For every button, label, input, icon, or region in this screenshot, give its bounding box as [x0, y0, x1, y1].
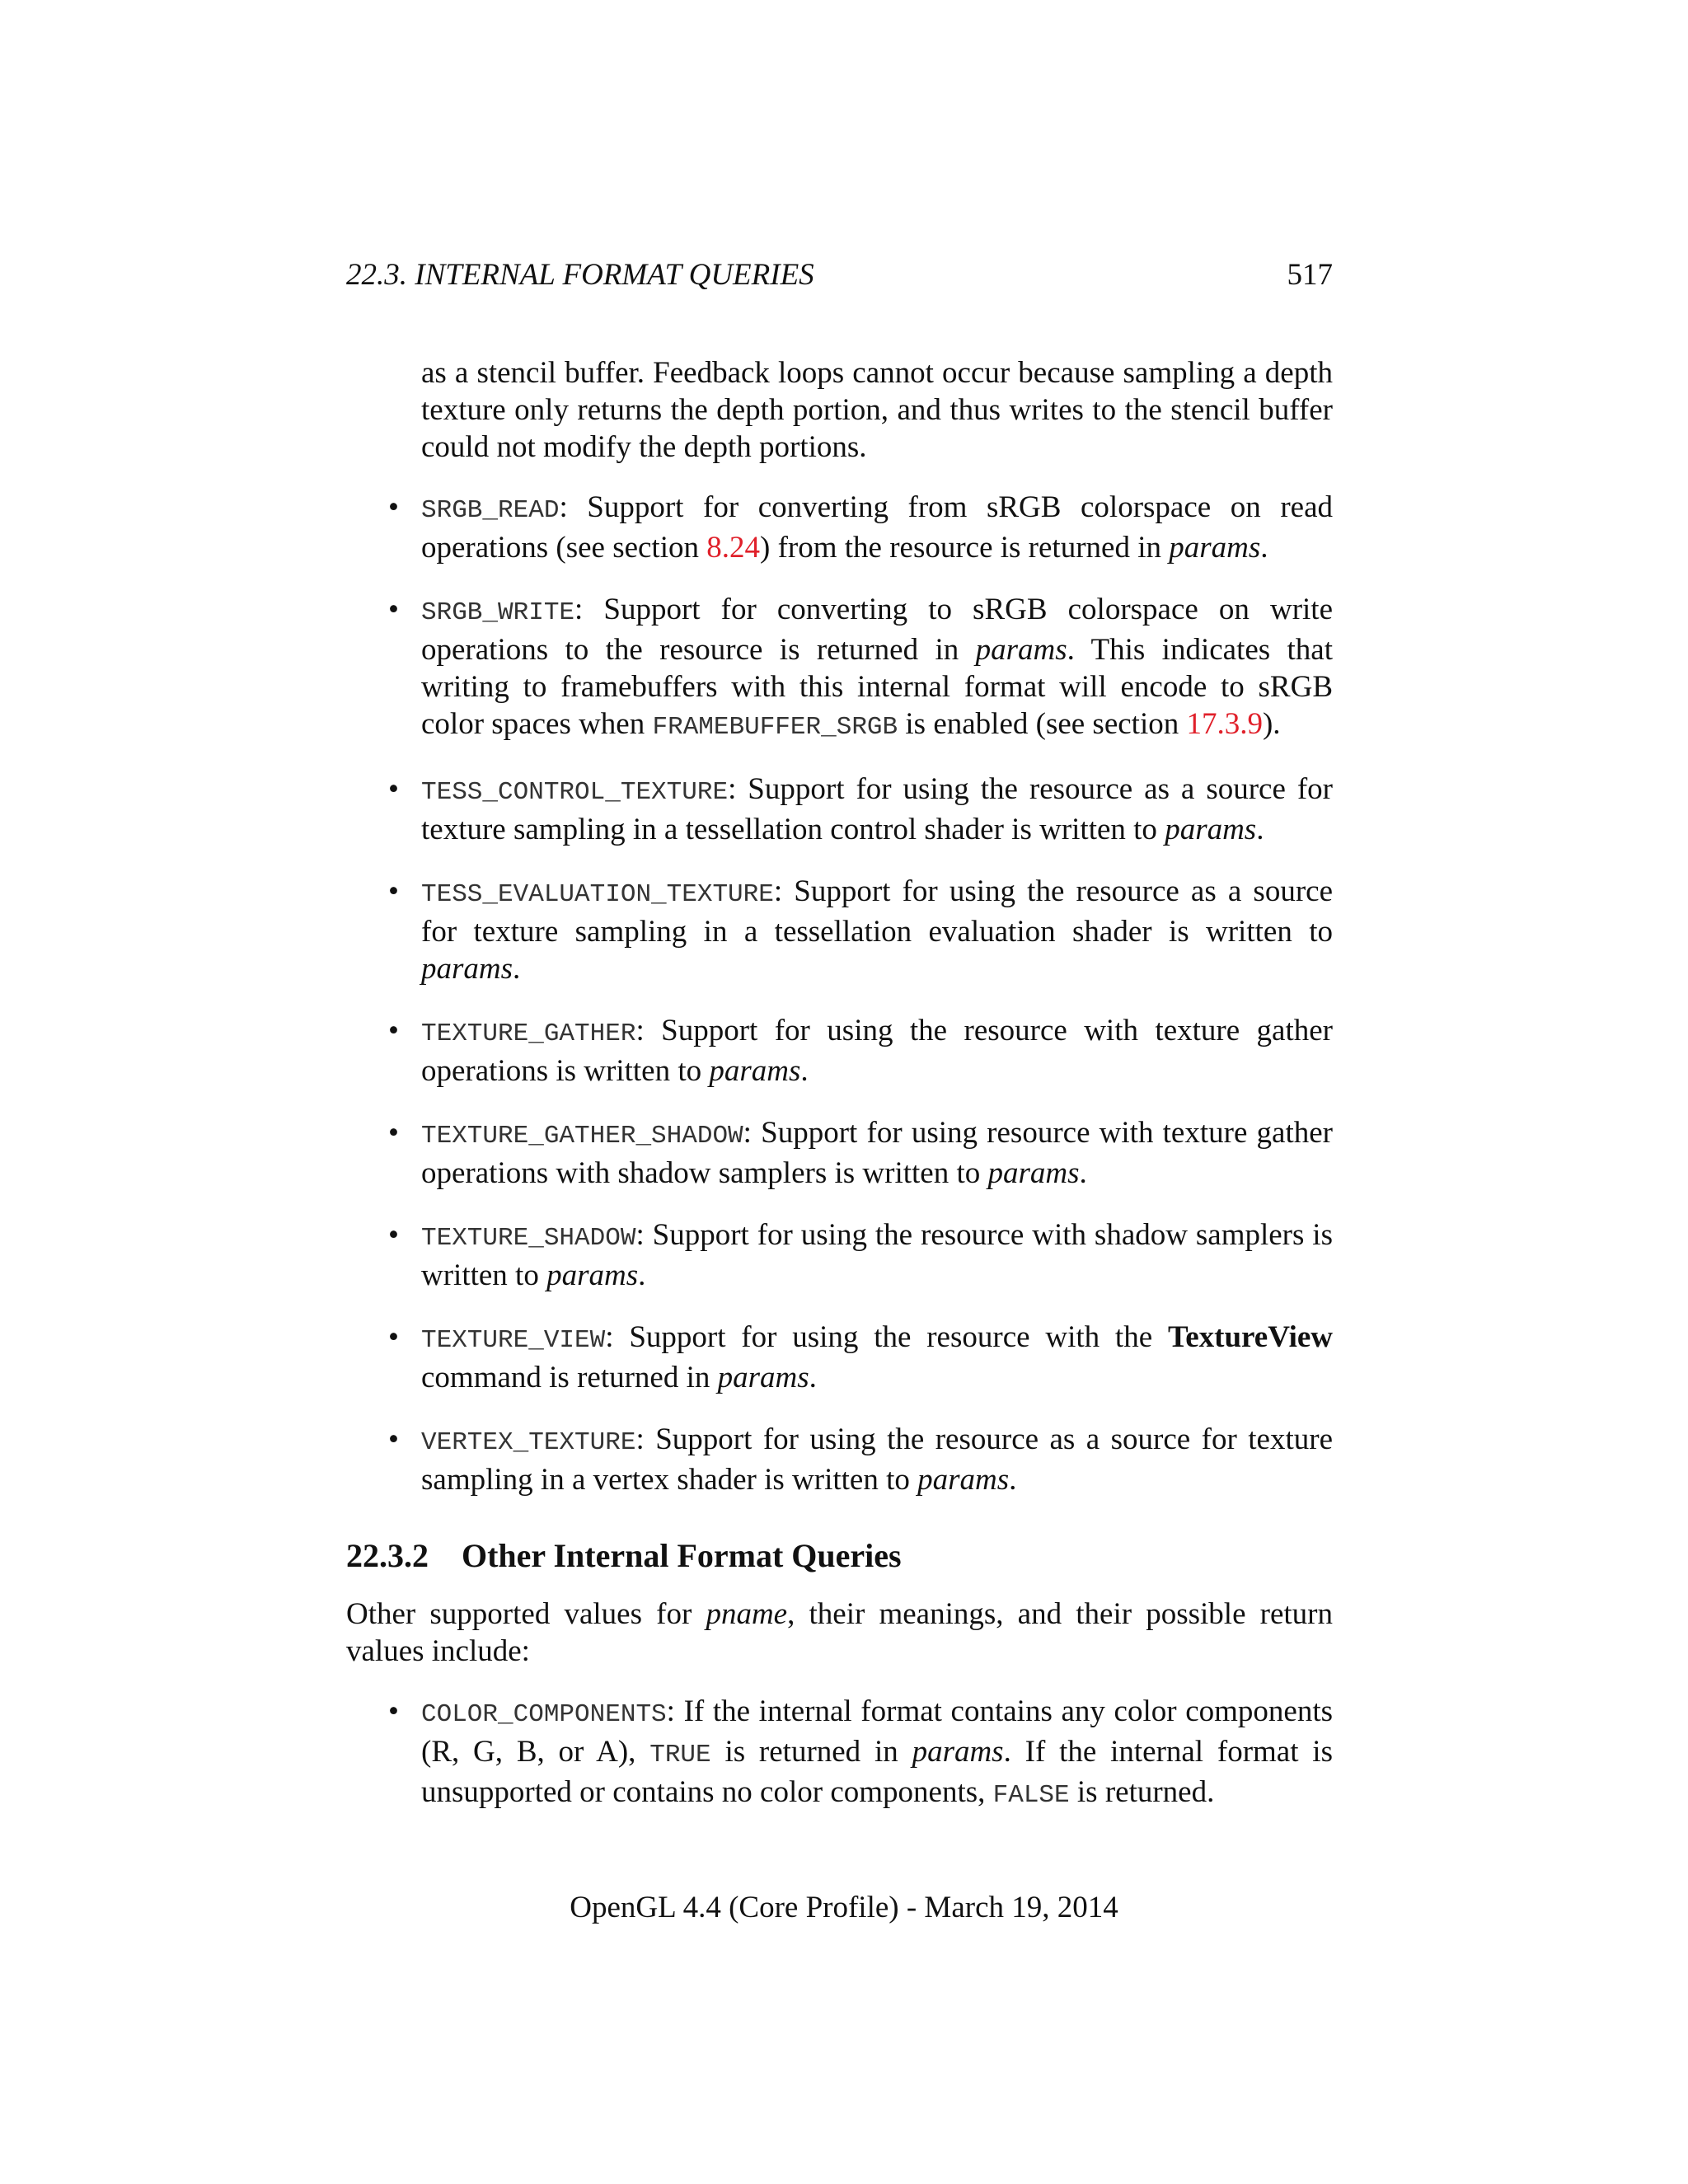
item-text: : Support for converting from sRGB colorspace on read operations (see section	[421, 490, 1333, 565]
token-texture-shadow: TEXTURE_SHADOW	[421, 1224, 636, 1253]
bullet: •	[388, 1320, 399, 1354]
list-item-texture-gather	[388, 1012, 1333, 1090]
item-text: command is returned in	[421, 1361, 718, 1394]
item-text: .	[1009, 1463, 1017, 1497]
item-text: is returned in	[710, 1735, 912, 1769]
section-title: Other Internal Format Queries	[462, 1537, 902, 1574]
item-text: .	[1260, 531, 1268, 565]
param-name: params	[975, 633, 1067, 667]
param-name: params	[917, 1463, 1010, 1497]
bullet: •	[388, 490, 399, 524]
list-item-color-components	[388, 1693, 1333, 1814]
list-item-tess-control-texture	[388, 771, 1333, 848]
param-name: params	[912, 1735, 1004, 1769]
token-tess-evaluation-texture: TESS_EVALUATION_TEXTURE	[421, 880, 774, 909]
token-framebuffer-srgb: FRAMEBUFFER_SRGB	[652, 713, 898, 742]
item-text: . This indicates that writing to framebuffers with this internal format will encode to sRGB color spaces when	[421, 633, 1333, 741]
bullet: •	[388, 593, 399, 626]
query-list	[346, 489, 1333, 1498]
item-text: ) from the resource is returned in	[760, 531, 1170, 565]
param-name: params	[546, 1258, 639, 1292]
running-header	[346, 257, 1333, 293]
item-text: .	[513, 952, 521, 986]
bullet: •	[388, 1218, 399, 1252]
token-tess-control-texture: TESS_CONTROL_TEXTURE	[421, 778, 729, 807]
list-item-vertex-texture	[388, 1421, 1333, 1498]
header-section-title: 22.3. INTERNAL FORMAT QUERIES	[346, 258, 814, 292]
item-text: : If the internal format contains any color components (R, G, B, or A),	[421, 1694, 1333, 1769]
token-color-components: COLOR_COMPONENTS	[421, 1700, 667, 1729]
list-item-texture-gather-shadow	[388, 1114, 1333, 1192]
item-text: : Support for using resource with texture gather operations with shadow samplers is written to	[421, 1116, 1333, 1190]
param-name: params	[1165, 813, 1257, 846]
page-number: 517	[1287, 258, 1333, 292]
param-name: params	[709, 1054, 801, 1088]
other-query-list	[346, 1693, 1333, 1814]
param-name: params	[421, 952, 513, 986]
list-item-texture-view	[388, 1319, 1333, 1396]
item-text: : Support for converting to sRGB colorspace on write operations to the resource is returned in	[421, 593, 1333, 667]
paragraph-text: Other supported values for	[346, 1597, 706, 1631]
paragraph-text: , their meanings, and their possible return values include:	[346, 1597, 1333, 1668]
item-text: is enabled (see section	[898, 707, 1187, 741]
item-text: : Support for using the resource as a source for texture sampling in a tessellation evaluation shader is written to	[421, 874, 1333, 949]
token-texture-gather: TEXTURE_GATHER	[421, 1019, 636, 1048]
item-text: ).	[1262, 707, 1281, 741]
item-text: . If the internal format is unsupported or contains no color components,	[421, 1735, 1333, 1809]
section-number: 22.3.2	[346, 1537, 429, 1574]
list-item-texture-shadow	[388, 1216, 1333, 1294]
param-name: params	[717, 1361, 809, 1394]
token-false: FALSE	[992, 1781, 1070, 1810]
item-text: : Support for using the resource as a source for texture sampling in a vertex shader is written to	[421, 1422, 1333, 1497]
list-item-srgb-write	[388, 591, 1333, 746]
item-text: : Support for using the resource with the	[605, 1320, 1168, 1354]
page-body	[346, 354, 1333, 1839]
param-name: params	[1169, 531, 1261, 565]
token-srgb-read: SRGB_READ	[421, 496, 560, 525]
bullet: •	[388, 874, 399, 908]
list-item-tess-evaluation-texture	[388, 873, 1333, 987]
bullet: •	[388, 1014, 399, 1047]
token-srgb-write: SRGB_WRITE	[421, 598, 575, 627]
pname-term: pname	[706, 1597, 788, 1631]
list-item-srgb-read	[388, 489, 1333, 566]
item-text: : Support for using the resource with texture gather operations is written to	[421, 1014, 1333, 1088]
page-footer: OpenGL 4.4 (Core Profile) - March 19, 2014	[570, 1891, 1118, 1924]
item-text: .	[1079, 1156, 1087, 1190]
token-texture-view: TEXTURE_VIEW	[421, 1326, 606, 1355]
command-name: TextureView	[1167, 1320, 1333, 1354]
bullet: •	[388, 1116, 399, 1150]
section-link-17-3-9[interactable]: 17.3.9	[1186, 707, 1263, 741]
token-texture-gather-shadow: TEXTURE_GATHER_SHADOW	[421, 1122, 743, 1151]
item-text: : Support for using the resource as a source for texture sampling in a tessellation control shader is written to	[421, 772, 1333, 846]
token-vertex-texture: VERTEX_TEXTURE	[421, 1428, 636, 1457]
item-text: .	[638, 1258, 646, 1292]
token-true: TRUE	[649, 1741, 711, 1769]
item-text: .	[800, 1054, 809, 1088]
section-intro-paragraph	[346, 1596, 1333, 1670]
section-heading	[346, 1536, 1333, 1576]
bullet: •	[388, 772, 399, 806]
item-text: is returned.	[1069, 1775, 1215, 1809]
item-text: : Support for using the resource with shadow samplers is written to	[421, 1218, 1333, 1292]
section-link-8-24[interactable]: 8.24	[706, 531, 760, 565]
item-text: .	[1256, 813, 1264, 846]
continuation-paragraph: as a stencil buffer. Feedback loops cannot occur because sampling a depth texture only returns the depth portion, and thus writes to the stencil buffer could not modify the depth portions.	[421, 356, 1333, 464]
bullet: •	[388, 1694, 399, 1728]
param-name: params	[987, 1156, 1080, 1190]
bullet: •	[388, 1422, 399, 1456]
item-text: .	[809, 1361, 817, 1394]
